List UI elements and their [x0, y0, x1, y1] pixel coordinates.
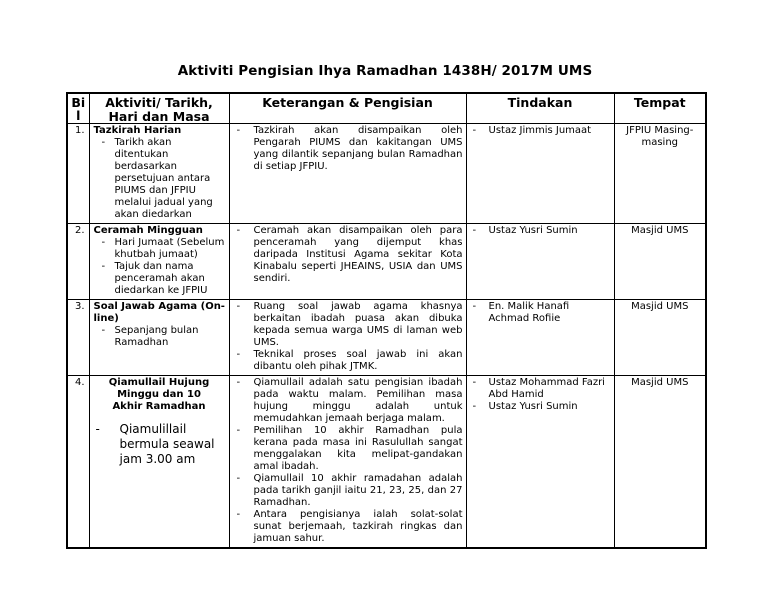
table-body	[67, 124, 706, 549]
activity-point-text: Sepanjang bulan Ramadhan	[114, 325, 199, 348]
table-row	[67, 376, 706, 549]
row-number: 4.	[67, 376, 89, 549]
activity-title: Qiamullail Hujung Minggu dan 10 Akhir Ramadhan	[108, 377, 210, 412]
bullet-dash: -	[236, 225, 241, 236]
activity-title: Soal Jawab Agama (On-line)	[93, 301, 225, 324]
venue-cell: Masjid UMS	[614, 376, 706, 549]
description-cell	[229, 224, 466, 300]
action-cell	[466, 124, 614, 224]
schedule-table	[66, 92, 707, 549]
venue-cell: JFPIU Masing-masing	[614, 124, 706, 224]
table-row	[67, 224, 706, 300]
action-point-text: Ustaz Jimmis Jumaat	[488, 125, 592, 136]
description-point	[230, 349, 463, 373]
bullet-dash: -	[236, 301, 241, 312]
bullet-dash: -	[472, 377, 477, 388]
description-point-text: Antara pengisianya ialah solat-solat sunat berjemaah, tazkirah ringkas dan jamuan sahur.	[253, 509, 463, 544]
description-point-text: Teknikal proses soal jawab ini akan dibantu oleh pihak JTMK.	[253, 349, 463, 372]
action-point-text: Ustaz Mohammad Fazri Abd Hamid	[488, 377, 605, 400]
activity-point	[92, 325, 227, 349]
table-header	[67, 93, 706, 124]
activity-title: Ceramah Mingguan	[93, 225, 203, 236]
bullet-dash: -	[236, 509, 241, 520]
bullet-dash: -	[101, 261, 106, 272]
activity-cell	[89, 300, 229, 376]
action-point	[467, 377, 612, 401]
description-point	[230, 425, 463, 473]
bullet-dash: -	[472, 225, 477, 236]
description-point-text: Qiamullail adalah satu pengisian ibadah pada waktu malam. Pemilihan masa hujung minggu adalah untuk memudahkan jemaah berjaga malam.	[253, 377, 463, 424]
description-cell	[229, 376, 466, 549]
bullet-dash: -	[236, 349, 241, 360]
header-bil-label: Bil	[71, 95, 86, 123]
activity-point	[92, 422, 227, 467]
action-point-text: En. Malik Hanafi Achmad Rofiie	[488, 301, 570, 324]
bullet-dash: -	[236, 473, 241, 484]
bullet-dash: -	[472, 301, 477, 312]
bullet-dash: -	[236, 125, 241, 136]
activity-point-text: Qiamulillail bermula seawal jam 3.00 am	[119, 422, 215, 466]
bullet-dash: -	[236, 377, 241, 388]
description-point-text: Qiamullail 10 akhir ramadahan adalah pada tarikh ganjil iaitu 21, 23, 25, dan 27 Ramadhan.	[253, 473, 463, 508]
description-point-text: Pemilihan 10 akhir Ramadhan pula kerana pada masa ini Rasulullah sangat menggalakan kita melipat-gandakan amal ibadah.	[253, 425, 463, 472]
activity-point	[92, 137, 227, 221]
action-cell	[466, 376, 614, 549]
bullet-dash: -	[95, 422, 100, 436]
description-point-text: Ceramah akan disampaikan oleh para penceramah yang dijemput khas daripada Institusi Agama sekitar Kota Kinabalu seperti JHEAINS, USIA dan UMS sendiri.	[253, 225, 463, 284]
header-row	[67, 93, 706, 124]
bullet-dash: -	[472, 125, 477, 136]
action-cell	[466, 300, 614, 376]
activity-point-text: Hari Jumaat (Sebelum khutbah jumaat)	[114, 237, 225, 260]
description-point	[230, 473, 463, 509]
header-tindakan: Tindakan	[466, 93, 614, 124]
activity-cell	[89, 224, 229, 300]
bullet-dash: -	[101, 137, 106, 148]
description-point	[230, 125, 463, 173]
activity-point-text: Tajuk dan nama penceramah akan diedarkan ke JFPIU	[114, 261, 208, 296]
bullet-dash: -	[472, 401, 477, 412]
header-bil	[67, 93, 89, 124]
description-cell	[229, 300, 466, 376]
bullet-dash: -	[236, 425, 241, 436]
venue-cell: Masjid UMS	[614, 224, 706, 300]
row-number: 1.	[67, 124, 89, 224]
page-title: Aktiviti Pengisian Ihya Ramadhan 1438H/ 2017M UMS	[177, 63, 593, 79]
header-keterangan: Keterangan & Pengisian	[229, 93, 466, 124]
activity-title: Tazkirah Harian	[93, 125, 182, 136]
header-aktiviti: Aktiviti/ Tarikh, Hari dan Masa	[89, 93, 229, 124]
description-point	[230, 509, 463, 545]
activity-point-text: Tarikh akan ditentukan berdasarkan persetujuan antara PIUMS dan JFPIU melalui jadual yang akan diedarkan	[114, 137, 213, 220]
row-number: 2.	[67, 224, 89, 300]
action-point	[467, 301, 612, 325]
action-point	[467, 125, 612, 137]
action-point-text: Ustaz Yusri Sumin	[488, 225, 578, 236]
activity-point	[92, 237, 227, 261]
action-cell	[466, 224, 614, 300]
description-cell	[229, 124, 466, 224]
table-row	[67, 124, 706, 224]
description-point-text: Ruang soal jawab agama khasnya berkaitan ibadah puasa akan dibuka kepada semua warga UMS di laman web UMS.	[253, 301, 463, 348]
action-point	[467, 225, 612, 237]
description-point	[230, 225, 463, 285]
activity-point	[92, 261, 227, 297]
activity-cell	[89, 124, 229, 224]
description-point	[230, 301, 463, 349]
activity-cell	[89, 376, 229, 549]
description-point-text: Tazkirah akan disampaikan oleh Pengarah PIUMS dan kakitangan UMS yang dilantik sepanjang bulan Ramadhan di setiap JFPIU.	[253, 125, 463, 172]
table-row	[67, 300, 706, 376]
action-point-text: Ustaz Yusri Sumin	[488, 401, 578, 412]
description-point	[230, 377, 463, 425]
bullet-dash: -	[101, 325, 106, 336]
schedule-table-container	[66, 92, 707, 549]
header-tempat: Tempat	[614, 93, 706, 124]
row-number: 3.	[67, 300, 89, 376]
bullet-dash: -	[101, 237, 106, 248]
venue-cell: Masjid UMS	[614, 300, 706, 376]
action-point	[467, 401, 612, 413]
